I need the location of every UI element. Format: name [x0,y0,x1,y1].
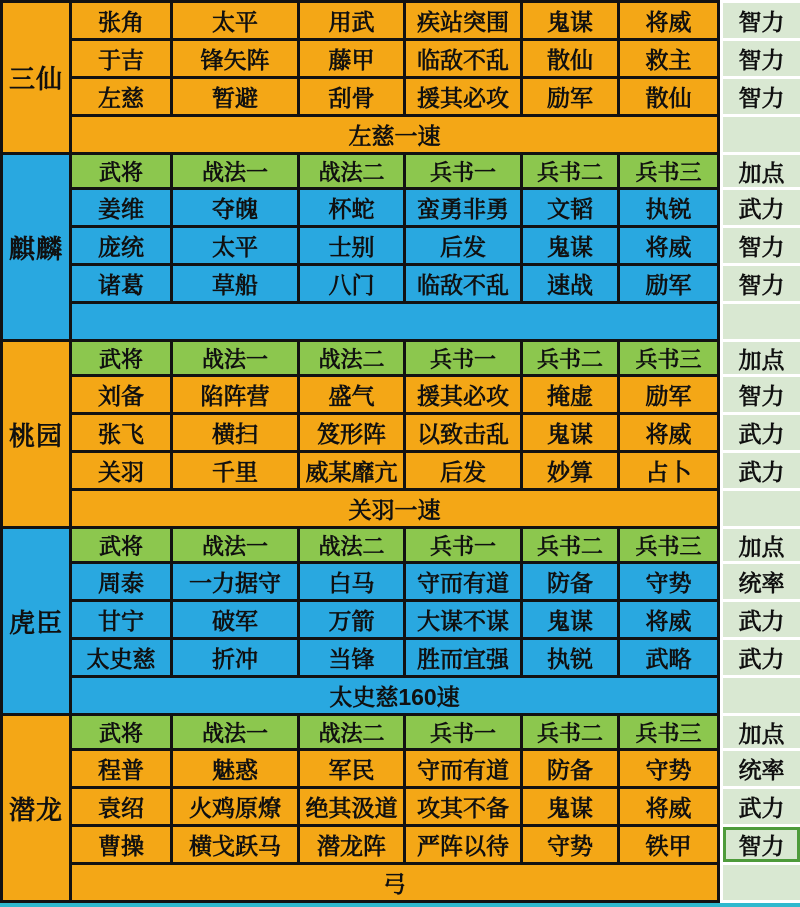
table-cell[interactable]: 守势 [620,564,717,599]
table-cell[interactable]: 鬼谋 [523,415,617,450]
points-cell[interactable]: 智力 [723,3,800,38]
header-cell[interactable]: 战法一 [173,716,297,748]
section-label[interactable]: 潜龙 [0,713,72,903]
table-cell[interactable]: 守而有道 [406,564,520,599]
section [0,713,800,903]
table-cell[interactable]: 鬼谋 [523,789,617,824]
table-cell[interactable]: 横戈跃马 [173,827,297,862]
table-cell[interactable]: 执锐 [523,640,617,675]
table-cell[interactable]: 妙算 [523,453,617,488]
table-cell[interactable]: 防备 [523,564,617,599]
table-cell[interactable]: 临敌不乱 [406,41,520,76]
table-cell[interactable]: 草船 [173,266,297,301]
table-cell[interactable]: 守而有道 [406,751,520,786]
points-column [723,529,800,713]
header-cell[interactable]: 武将 [72,529,170,561]
header-cell[interactable]: 战法二 [300,529,403,561]
section-grid [72,713,720,903]
table-cell[interactable]: 万箭 [300,602,403,637]
table-cell[interactable]: 关羽 [72,453,170,488]
points-column [723,155,800,339]
header-cell[interactable]: 兵书一 [406,529,520,561]
table-cell[interactable]: 守势 [523,827,617,862]
table-cell[interactable]: 大谋不谋 [406,602,520,637]
note-cell[interactable]: 弓 [72,865,717,900]
table-cell[interactable]: 太平 [173,3,297,38]
table-cell[interactable]: 后发 [406,453,520,488]
header-cell[interactable]: 战法一 [173,529,297,561]
table-cell[interactable]: 折冲 [173,640,297,675]
header-cell[interactable]: 武将 [72,342,170,374]
table-cell[interactable]: 将威 [620,602,717,637]
table-cell[interactable]: 守势 [620,751,717,786]
table-cell[interactable]: 一力据守 [173,564,297,599]
table-cell[interactable]: 将威 [620,415,717,450]
table-cell[interactable]: 严阵以待 [406,827,520,862]
points-empty-cell[interactable] [723,865,800,900]
section-label[interactable]: 虎臣 [0,526,72,713]
table-cell[interactable]: 庞统 [72,228,170,263]
header-cell[interactable]: 战法二 [300,155,403,187]
points-header-cell[interactable]: 加点 [723,529,800,561]
table-cell[interactable]: 胜而宜强 [406,640,520,675]
points-column [723,342,800,526]
table-cell[interactable]: 刮骨 [300,79,403,114]
points-cell[interactable]: 武力 [723,602,800,637]
section-label[interactable]: 桃园 [0,339,72,526]
table-cell[interactable]: 暂避 [173,79,297,114]
points-header-cell[interactable]: 加点 [723,716,800,748]
table-cell[interactable]: 藤甲 [300,41,403,76]
points-cell[interactable]: 智力 [723,377,800,412]
points-cell[interactable]: 智力 [723,41,800,76]
header-cell[interactable]: 兵书二 [523,342,617,374]
header-cell[interactable]: 兵书二 [523,716,617,748]
table-cell[interactable]: 于吉 [72,41,170,76]
table-cell[interactable]: 攻其不备 [406,789,520,824]
table-cell[interactable]: 刘备 [72,377,170,412]
table-cell[interactable]: 千里 [173,453,297,488]
table-cell[interactable]: 散仙 [523,41,617,76]
header-cell[interactable]: 战法一 [173,155,297,187]
header-cell[interactable]: 武将 [72,155,170,187]
table-cell[interactable]: 白马 [300,564,403,599]
table-cell[interactable]: 军民 [300,751,403,786]
header-cell[interactable]: 兵书一 [406,716,520,748]
table-cell[interactable]: 防备 [523,751,617,786]
points-cell[interactable]: 智力 [723,79,800,114]
points-cell[interactable]: 武力 [723,415,800,450]
table-cell[interactable]: 太史慈 [72,640,170,675]
header-cell[interactable]: 战法二 [300,716,403,748]
section [0,0,800,152]
header-cell[interactable]: 战法二 [300,342,403,374]
points-cell[interactable]: 统率 [723,751,800,786]
header-cell[interactable]: 兵书一 [406,155,520,187]
table-cell[interactable]: 文韬 [523,190,617,225]
table-cell[interactable]: 破军 [173,602,297,637]
table-cell[interactable]: 姜维 [72,190,170,225]
table-cell[interactable]: 蛮勇非勇 [406,190,520,225]
table-cell[interactable]: 将威 [620,789,717,824]
table-cell[interactable]: 用武 [300,3,403,38]
section [0,526,800,713]
points-cell[interactable]: 智力 [723,266,800,301]
header-cell[interactable]: 兵书三 [620,342,717,374]
note-cell[interactable]: 关羽一速 [72,491,717,526]
table-cell[interactable]: 张飞 [72,415,170,450]
points-column [723,716,800,903]
table-cell[interactable]: 诸葛 [72,266,170,301]
table-cell[interactable]: 左慈 [72,79,170,114]
header-cell[interactable]: 兵书三 [620,716,717,748]
table-cell[interactable]: 陷阵营 [173,377,297,412]
points-cell[interactable]: 统率 [723,564,800,599]
table-cell[interactable]: 威某靡亢 [300,453,403,488]
table-cell[interactable]: 鬼谋 [523,3,617,38]
table-cell[interactable]: 励军 [620,377,717,412]
table-cell[interactable]: 掩虚 [523,377,617,412]
header-cell[interactable]: 武将 [72,716,170,748]
header-cell[interactable]: 兵书三 [620,529,717,561]
points-empty-cell[interactable] [723,678,800,713]
table-cell[interactable]: 士别 [300,228,403,263]
section-grid [72,152,720,339]
table-cell[interactable]: 夺魄 [173,190,297,225]
table-cell[interactable]: 武略 [620,640,717,675]
selected-points-cell[interactable]: 智力 [723,827,800,862]
table-cell[interactable]: 袁绍 [72,789,170,824]
table-cell[interactable]: 救主 [620,41,717,76]
table-cell[interactable]: 笈形阵 [300,415,403,450]
points-empty-cell[interactable] [723,117,800,152]
table-cell[interactable]: 援其必攻 [406,79,520,114]
points-cell[interactable]: 武力 [723,640,800,675]
section-grid [72,526,720,713]
points-empty-cell[interactable] [723,304,800,339]
section [0,152,800,339]
section-grid [72,0,720,152]
points-header-cell[interactable]: 加点 [723,342,800,374]
table-cell[interactable]: 临敌不乱 [406,266,520,301]
points-cell[interactable]: 智力 [723,228,800,263]
note-cell[interactable]: 左慈一速 [72,117,717,152]
points-column [723,3,800,152]
bottom-strip [0,903,800,907]
header-cell[interactable]: 兵书一 [406,342,520,374]
points-cell[interactable]: 武力 [723,190,800,225]
points-cell[interactable]: 武力 [723,789,800,824]
table-cell[interactable]: 程普 [72,751,170,786]
table-cell[interactable]: 曹操 [72,827,170,862]
header-cell[interactable]: 战法一 [173,342,297,374]
section-label[interactable]: 三仙 [0,0,72,152]
table-cell[interactable]: 占卜 [620,453,717,488]
table-cell[interactable]: 后发 [406,228,520,263]
table-cell[interactable]: 当锋 [300,640,403,675]
section [0,339,800,526]
table-cell[interactable]: 潜龙阵 [300,827,403,862]
table-cell[interactable]: 鬼谋 [523,228,617,263]
table-cell[interactable]: 执锐 [620,190,717,225]
table-cell[interactable]: 散仙 [620,79,717,114]
table-cell[interactable]: 铁甲 [620,827,717,862]
header-cell[interactable]: 兵书二 [523,529,617,561]
table-cell[interactable]: 盛气 [300,377,403,412]
table-cell[interactable]: 鬼谋 [523,602,617,637]
table-cell[interactable]: 励军 [523,79,617,114]
table-cell[interactable]: 周泰 [72,564,170,599]
points-header-cell[interactable]: 加点 [723,155,800,187]
header-cell[interactable]: 兵书三 [620,155,717,187]
table-cell[interactable]: 援其必攻 [406,377,520,412]
table-cell[interactable]: 杯蛇 [300,190,403,225]
table-cell[interactable]: 将威 [620,3,717,38]
table-cell[interactable]: 太平 [173,228,297,263]
table-cell[interactable]: 绝其汲道 [300,789,403,824]
table-cell[interactable]: 励军 [620,266,717,301]
table-cell[interactable]: 八门 [300,266,403,301]
table-cell[interactable]: 以致击乱 [406,415,520,450]
table-cell[interactable]: 速战 [523,266,617,301]
section-label[interactable]: 麒麟 [0,152,72,339]
points-empty-cell[interactable] [723,491,800,526]
table-cell[interactable]: 甘宁 [72,602,170,637]
table-cell[interactable]: 锋矢阵 [173,41,297,76]
note-cell[interactable] [72,304,717,339]
section-grid [72,339,720,526]
table-cell[interactable]: 魅惑 [173,751,297,786]
table-cell[interactable]: 疾站突围 [406,3,520,38]
table-cell[interactable]: 火鸡原燎 [173,789,297,824]
points-cell[interactable]: 武力 [723,453,800,488]
header-cell[interactable]: 兵书二 [523,155,617,187]
note-cell[interactable]: 太史慈160速 [72,678,717,713]
table-cell[interactable]: 将威 [620,228,717,263]
table-cell[interactable]: 张角 [72,3,170,38]
table-cell[interactable]: 横扫 [173,415,297,450]
